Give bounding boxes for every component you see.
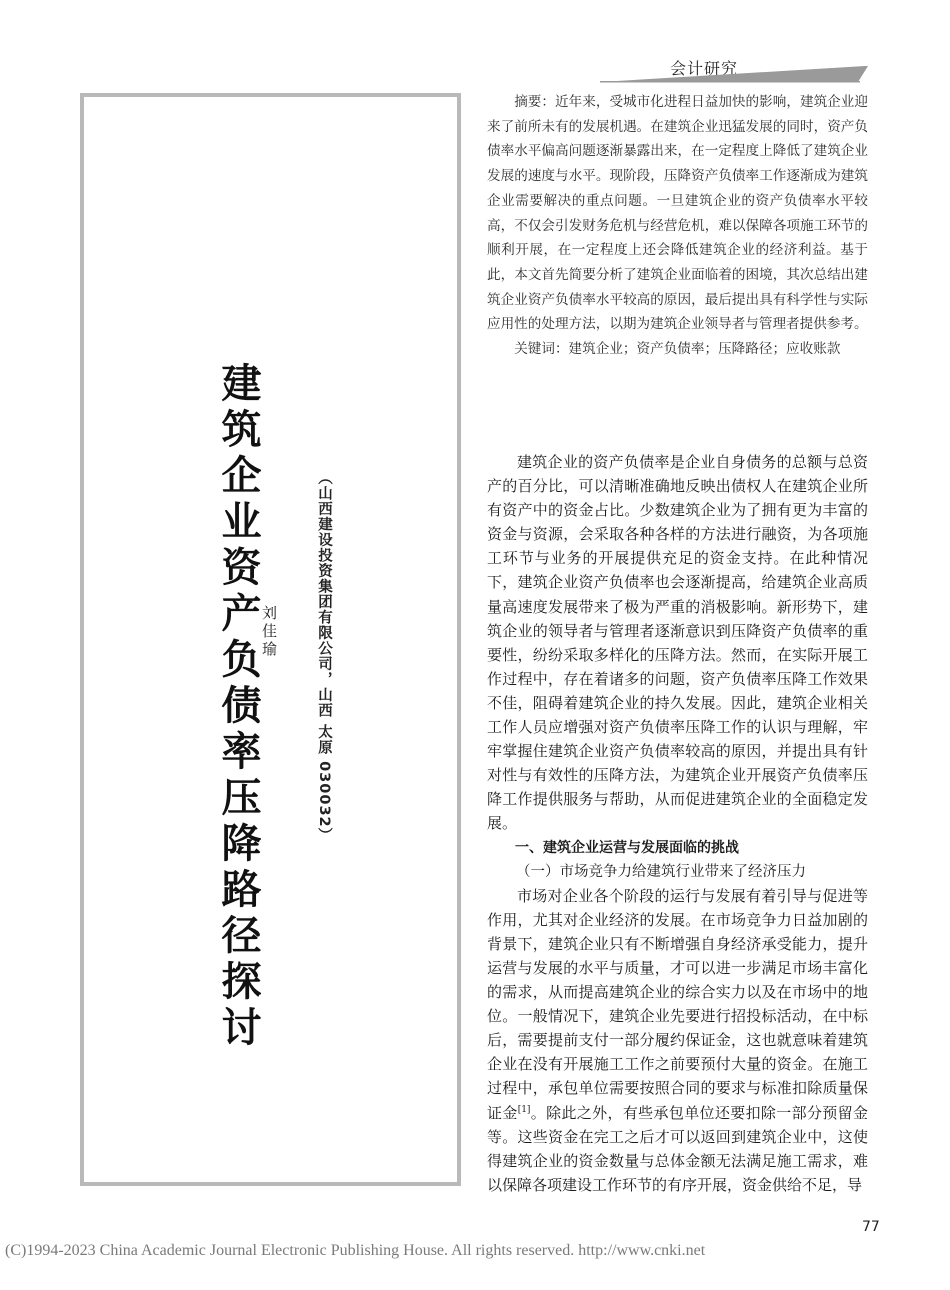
author-name: 刘佳瑜 [260,605,278,659]
market-paragraph-continued: 。除此之外，有些承包单位还要扣除一部分预留金等。这些资金在完工之后才可以返回到建筑企业中，这使得建筑企业的资金数量与总体金额无法满足施工需求，难以保障各项建设工作环节的有序开展，资金供给不足，导 [487,1103,868,1194]
market-paragraph [487,884,868,1197]
market-paragraph-text: 市场对企业各个阶段的运行与发展有着引导与促进等作用，尤其对企业经济的发展。在市场竞争力日益加剧的背景下，建筑企业只有不断增强自身经济承受能力，提升运营与发展的水平与质量，才可以进一步满足市场丰富化的需求，从而提高建筑企业的综合实力以及在市场中的地位。一般情况下，建筑企业先要进行招投标活动，在中标后，需要提前支付一部分履约保证金，这也就意味着建筑企业在没有开展施工工作之前要预付大量的资金。在施工过程中，承包单位需要按照合同的要求与标准扣除质量保证金 [487,886,868,1122]
abstract-block [487,90,868,362]
body-text [487,450,868,1197]
author-affiliation: （山西建设投资集团有限公司，山西 太原 030032） [316,470,332,844]
header-rule [600,62,870,84]
article-title: 建筑企业资产负债率压降路径探讨 [215,362,261,1052]
abstract-text: 摘要：近年来，受城市化进程日益加快的影响，建筑企业迎来了前所未有的发展机遇。在建筑企业迅猛发展的同时，资产负债率水平偏高问题逐渐暴露出来，在一定程度上降低了建筑企业发展的速度与水平。现阶段，压降资产负债率工作逐渐成为建筑企业需要解决的重点问题。一旦建筑企业的资产负债率水平较高，不仅会引发财务危机与经营危机，难以保障各项施工环节的顺利开展，在一定程度上还会降低建筑企业的经济利益。基于此，本文首先简要分析了建筑企业面临着的困境，其次总结出建筑企业资产负债率水平较高的原因，最后提出具有科学性与实际应用性的处理方法，以期为建筑企业领导者与管理者提供参考。 [487,94,868,333]
subsection-heading-1: （一）市场竞争力给建筑行业带来了经济压力 [516,863,806,880]
section-label: 会计研究 [670,59,739,78]
section-heading-1: 一、建筑企业运营与发展面临的挑战 [515,839,739,856]
page-number: 77 [862,1219,880,1235]
reference-mark[interactable]: [1] [517,1104,531,1115]
keywords-text: 关键词：建筑企业；资产负债率；压降路径；应收账款 [514,341,841,358]
intro-paragraph: 建筑企业的资产负债率是企业自身债务的总额与总资产的百分比，可以清晰准确地反映出债权人在建筑企业所有资产中的资金占比。少数建筑企业为了拥有更为丰富的资金与资源，会采取各种各样的方法进行融资，为各项施工环节与业务的开展提供充足的资金支持。在此种情况下，建筑企业资产负债率也会逐渐提高，给建筑企业高质量高速度发展带来了极为严重的消极影响。新形势下，建筑企业的领导者与管理者逐渐意识到压降资产负债率的重要性，纷纷采取多样化的压降方法。然而，在实际开展工作过程中，存在着诸多的问题，资产负债率压降工作效果不佳，阻碍着建筑企业的持久发展。因此，建筑企业相关工作人员应增强对资产负债率压降工作的认识与理解，牢牢掌握住建筑企业资产负债率较高的原因，并提出具有针对性与有效性的压降方法，为建筑企业开展资产负债率压降工作提供服务与帮助，从而促进建筑企业的全面稳定发展。 [487,453,868,833]
copyright-notice: (C)1994-2023 China Academic Journal Electronic Publishing House. All rights reserved. http://www.cnki.net [5,1242,706,1259]
